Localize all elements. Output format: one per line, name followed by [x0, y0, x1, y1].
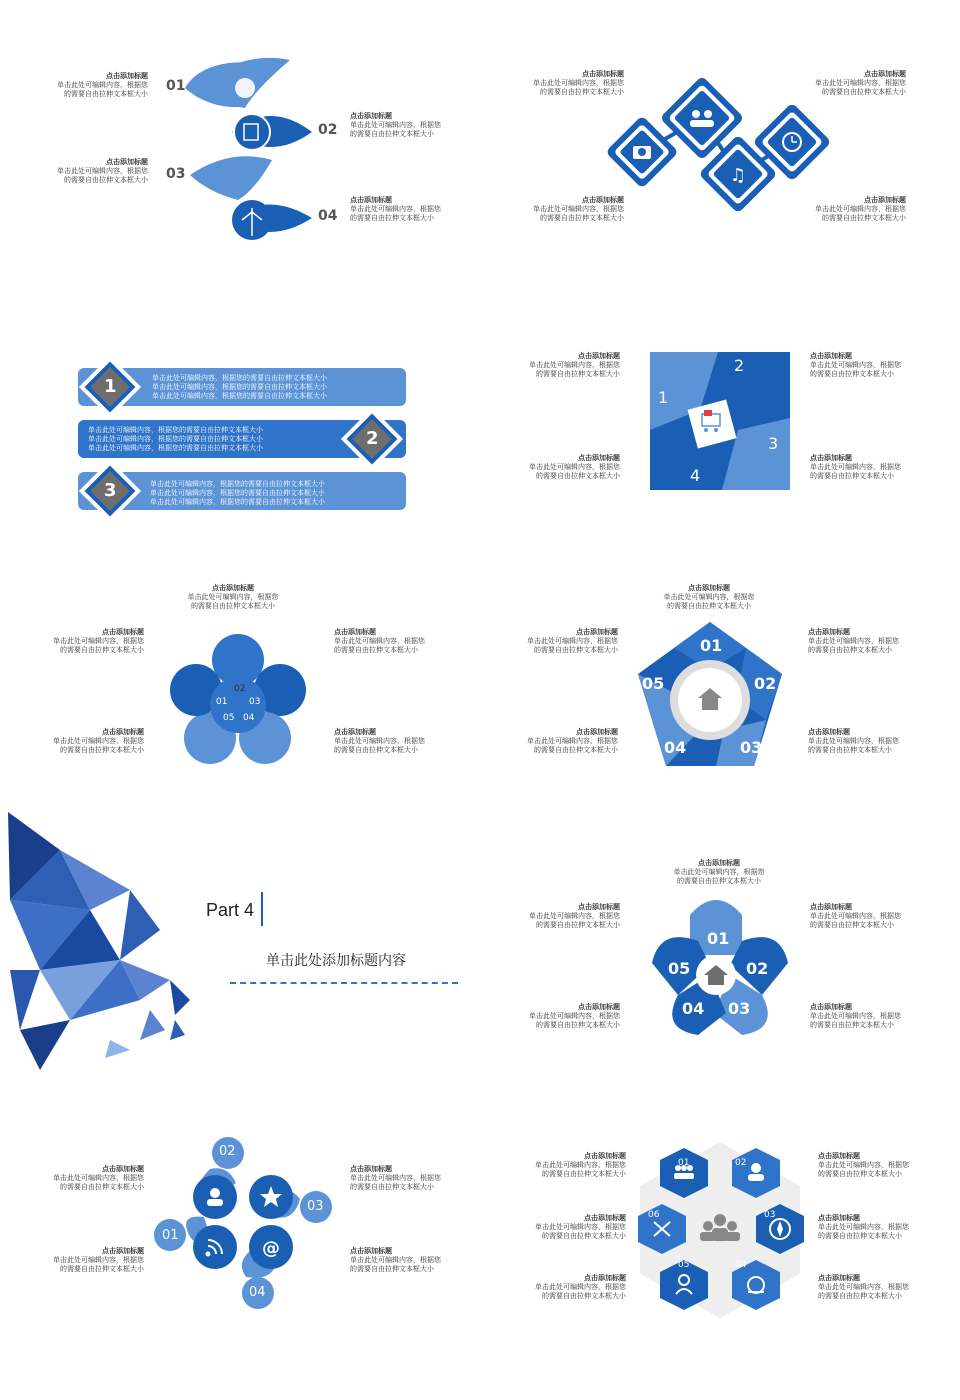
- s4-text-3[interactable]: 点击添加标题 单击此处可编辑内容，根据您 的需要自由拉伸文本框大小: [529, 454, 620, 480]
- s10-num-01: 01: [678, 1158, 690, 1168]
- s5-num-03: 03: [249, 697, 261, 707]
- s5-num-04: 04: [243, 713, 255, 723]
- s9-text-4[interactable]: 点击添加标题 单击此处可编辑内容，根据您 的需要自由拉伸文本框大小: [350, 1247, 441, 1273]
- s2-text-1[interactable]: 点击添加标题 单击此处可编辑内容，根据您 的需要自由拉伸文本框大小: [533, 70, 624, 96]
- s8-num-03: 03: [728, 999, 751, 1018]
- s1-num-03: 03: [166, 166, 186, 182]
- slide-hexagon-ring: [480, 1130, 960, 1400]
- slide-diamond-chain: [480, 40, 960, 310]
- s10-num-06: 06: [648, 1210, 660, 1220]
- s9-text-3[interactable]: 点击添加标题 单击此处可编辑内容，根据您 的需要自由拉伸文本框大小: [53, 1247, 144, 1273]
- s3-band-3-text[interactable]: 单击此处可编辑内容，根据您的需要自由拉伸文本框大小 单击此处可编辑内容，根据您的需要自由拉伸文本框大小 单击此处可编辑内容，根据您的需要自由拉伸文本框大小: [150, 480, 325, 506]
- s5-text-3[interactable]: 点击添加标题 单击此处可编辑内容，根据您 的需要自由拉伸文本框大小: [53, 728, 144, 754]
- s3-band-1-text[interactable]: 单击此处可编辑内容，根据您的需要自由拉伸文本框大小 单击此处可编辑内容，根据您的需要自由拉伸文本框大小 单击此处可编辑内容，根据您的需要自由拉伸文本框大小: [152, 374, 327, 400]
- s1-text-1[interactable]: 点击添加标题 单击此处可编辑内容，根据您 的需要自由拉伸文本框大小: [57, 72, 148, 98]
- slide-petal-flower: [480, 845, 960, 1115]
- s5-text-1[interactable]: 点击添加标题 单击此处可编辑内容，根据您 的需要自由拉伸文本框大小: [53, 628, 144, 654]
- s4-num-2: 2: [734, 356, 745, 375]
- s3-num-1: 1: [104, 376, 117, 397]
- s10-num-05: 05: [678, 1260, 690, 1270]
- part-title: Part 4: [206, 900, 255, 920]
- s10-text-3[interactable]: 点击添加标题 单击此处可编辑内容，根据您 的需要自由拉伸文本框大小: [535, 1214, 626, 1240]
- slide-four-connected: [0, 1125, 480, 1395]
- s10-num-03: 03: [764, 1210, 776, 1220]
- slide-numbered-bands: [0, 300, 480, 570]
- s8-text-2[interactable]: 点击添加标题 单击此处可编辑内容，根据您 的需要自由拉伸文本框大小: [810, 903, 901, 929]
- s6-text-4[interactable]: 点击添加标题 单击此处可编辑内容，根据您 的需要自由拉伸文本框大小: [808, 728, 899, 754]
- s9-num-02: 02: [219, 1144, 236, 1159]
- slide-pentagon: [480, 570, 960, 840]
- s8-num-01: 01: [707, 929, 730, 948]
- s6-num-02: 02: [754, 674, 777, 693]
- s5-text-4[interactable]: 点击添加标题 单击此处可编辑内容，根据您 的需要自由拉伸文本框大小: [334, 728, 425, 754]
- s5-num-01: 01: [216, 697, 228, 707]
- svg-text:♫: ♫: [729, 165, 747, 186]
- slide-part-divider: [0, 800, 480, 1070]
- s9-num-04: 04: [249, 1285, 266, 1300]
- s6-text-1[interactable]: 点击添加标题 单击此处可编辑内容，根据您 的需要自由拉伸文本框大小: [527, 628, 618, 654]
- s9-text-1[interactable]: 点击添加标题 单击此处可编辑内容，根据您 的需要自由拉伸文本框大小: [53, 1165, 144, 1191]
- s8-text-1[interactable]: 点击添加标题 单击此处可编辑内容，根据您 的需要自由拉伸文本框大小: [529, 903, 620, 929]
- s6-num-05: 05: [642, 674, 665, 693]
- s4-num-3: 3: [768, 434, 779, 453]
- s8-text-4[interactable]: 点击添加标题 单击此处可编辑内容，根据您 的需要自由拉伸文本框大小: [810, 1003, 901, 1029]
- s8-num-05: 05: [668, 959, 691, 978]
- s4-text-2[interactable]: 点击添加标题 单击此处可编辑内容，根据您 的需要自由拉伸文本框大小: [810, 352, 901, 378]
- s2-text-4[interactable]: 点击添加标题 单击此处可编辑内容，根据您 的需要自由拉伸文本框大小: [815, 196, 906, 222]
- s8-num-04: 04: [682, 999, 705, 1018]
- s10-num-02: 02: [735, 1158, 747, 1168]
- s2-text-2[interactable]: 点击添加标题 单击此处可编辑内容，根据您 的需要自由拉伸文本框大小: [815, 70, 906, 96]
- s3-band-2-text[interactable]: 单击此处可编辑内容，根据您的需要自由拉伸文本框大小 单击此处可编辑内容，根据您的需要自由拉伸文本框大小 单击此处可编辑内容，根据您的需要自由拉伸文本框大小: [88, 426, 263, 452]
- s1-num-02: 02: [318, 122, 338, 138]
- s8-num-02: 02: [746, 959, 769, 978]
- s5-text-2[interactable]: 点击添加标题 单击此处可编辑内容，根据您 的需要自由拉伸文本框大小: [334, 628, 425, 654]
- s9-num-03: 03: [307, 1199, 324, 1214]
- s5-num-05: 05: [223, 713, 235, 723]
- s10-text-2[interactable]: 点击添加标题 单击此处可编辑内容，根据您 的需要自由拉伸文本框大小: [818, 1152, 909, 1178]
- s6-text-top[interactable]: 点击添加标题 单击此处可编辑内容，根据您 的需要自由拉伸文本框大小: [663, 584, 755, 610]
- s10-text-1[interactable]: 点击添加标题 单击此处可编辑内容，根据您 的需要自由拉伸文本框大小: [535, 1152, 626, 1178]
- s4-text-4[interactable]: 点击添加标题 单击此处可编辑内容，根据您 的需要自由拉伸文本框大小: [810, 454, 901, 480]
- svg-text:@: @: [262, 1238, 280, 1259]
- s3-num-3: 3: [104, 480, 117, 501]
- s8-text-3[interactable]: 点击添加标题 单击此处可编辑内容，根据您 的需要自由拉伸文本框大小: [529, 1003, 620, 1029]
- s1-num-01: 01: [166, 78, 186, 94]
- s1-text-4[interactable]: 点击添加标题 单击此处可编辑内容，根据您 的需要自由拉伸文本框大小: [350, 196, 441, 222]
- s9-num-01: 01: [162, 1228, 179, 1243]
- s1-num-04: 04: [318, 208, 338, 224]
- s6-text-3[interactable]: 点击添加标题 单击此处可编辑内容，根据您 的需要自由拉伸文本框大小: [527, 728, 618, 754]
- s10-text-5[interactable]: 点击添加标题 单击此处可编辑内容，根据您 的需要自由拉伸文本框大小: [535, 1274, 626, 1300]
- s4-num-4: 4: [690, 466, 701, 485]
- slide-teardrop-list: [0, 40, 480, 310]
- s5-text-top[interactable]: 点击添加标题 单击此处可编辑内容，根据您 的需要自由拉伸文本框大小: [187, 584, 279, 610]
- s5-num-02: 02: [234, 684, 246, 694]
- s10-text-6[interactable]: 点击添加标题 单击此处可编辑内容，根据您 的需要自由拉伸文本框大小: [818, 1274, 909, 1300]
- s4-text-1[interactable]: 点击添加标题 单击此处可编辑内容，根据您 的需要自由拉伸文本框大小: [529, 352, 620, 378]
- s6-num-04: 04: [664, 738, 687, 757]
- slide-square-quadrants: [480, 300, 960, 570]
- s6-text-2[interactable]: 点击添加标题 单击此处可编辑内容，根据您 的需要自由拉伸文本框大小: [808, 628, 899, 654]
- s1-text-2[interactable]: 点击添加标题 单击此处可编辑内容，根据您 的需要自由拉伸文本框大小: [350, 112, 441, 138]
- s10-num-04: 04: [735, 1260, 747, 1270]
- s4-num-1: 1: [658, 388, 669, 407]
- s1-text-3[interactable]: 点击添加标题 单击此处可编辑内容，根据您 的需要自由拉伸文本框大小: [57, 158, 148, 184]
- lowpoly-graphic: [0, 800, 480, 1070]
- s6-num-01: 01: [700, 636, 723, 655]
- part-subtitle[interactable]: 单击此处添加标题内容: [266, 953, 406, 969]
- square-graphic: [480, 300, 960, 560]
- s6-num-03: 03: [740, 738, 763, 757]
- s8-text-top[interactable]: 点击添加标题 单击此处可编辑内容，根据您 的需要自由拉伸文本框大小: [673, 859, 765, 885]
- s2-text-3[interactable]: 点击添加标题 单击此处可编辑内容，根据您 的需要自由拉伸文本框大小: [533, 196, 624, 222]
- part-divider-line: [261, 892, 263, 926]
- s9-text-2[interactable]: 点击添加标题 单击此处可编辑内容，根据您 的需要自由拉伸文本框大小: [350, 1165, 441, 1191]
- connected-graphic: [0, 1125, 480, 1345]
- part-dash-line: [230, 982, 458, 984]
- s10-text-4[interactable]: 点击添加标题 单击此处可编辑内容，根据您 的需要自由拉伸文本框大小: [818, 1214, 909, 1240]
- s3-num-2: 2: [366, 428, 379, 449]
